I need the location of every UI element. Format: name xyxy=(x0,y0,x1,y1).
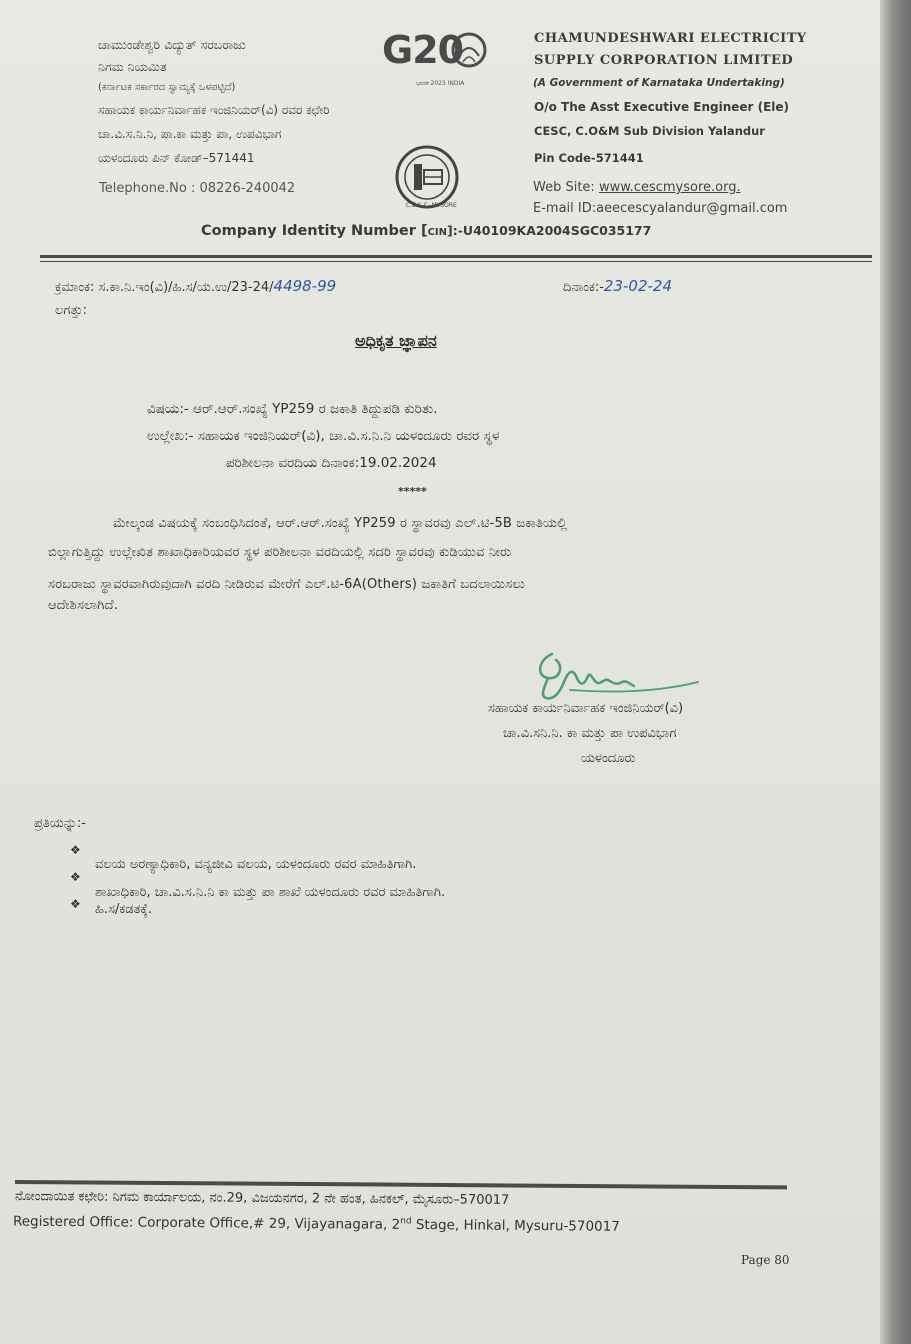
header-kn-line: ಸಹಾಯಕ ಕಾರ್ಯನಿರ್ವಾಹಕ ಇಂಜಿನಿಯರ್(ವಿ) ರವರ ಕಛೇರಿ xyxy=(98,103,330,117)
header-kn-line: ಯಳಂದೂರು ಪಿನ್ ಕೋಡ್–571441 xyxy=(98,151,255,165)
footer-office-en-sup: nd xyxy=(400,1216,412,1227)
memo-title: ಅಧಿಕೃತ ಜ್ಞಾಪನ xyxy=(355,331,437,350)
copy-to-label: ಪ್ರತಿಯನ್ನು:- xyxy=(34,816,86,831)
website-row xyxy=(533,180,741,195)
header-kn-line: (ಕರ್ನಾಟಕ ಸರ್ಕಾರದ ಸ್ವಾಮ್ಯಕ್ಕೆ ಒಳಪಟ್ಟಿದೆ) xyxy=(98,82,236,93)
background-surface xyxy=(880,0,911,1344)
letter-date xyxy=(563,277,672,295)
website-link[interactable]: www.cescmysore.org. xyxy=(598,180,741,195)
cesc-seal-text: C.E.S.C. MYSORE xyxy=(406,202,457,209)
subject-label: ವಿಷಯ:- xyxy=(147,401,189,417)
cin-value: ]:-U40109KA2004SGC035177 xyxy=(447,223,652,238)
enclosure-label: ಲಗತ್ತು: xyxy=(55,303,87,318)
reference-number xyxy=(55,277,336,295)
letter-date-handwritten: 23-02-24 xyxy=(603,277,672,295)
header-kn-line: ನಿಗಮ ನಿಯಮಿತ xyxy=(98,59,167,74)
company-govt-note: (A Government of Karnataka Undertaking) xyxy=(533,77,785,89)
body-line: ಮೇಲ್ಕಂಡ ವಿಷಯಕ್ಕೆ ಸಂಬಂಧಿಸಿದಂತೆ, ಆರ್.ಆರ್.ಸಂಖ್ಯೆ YP259 ರ ಸ್ಥಾವರವು ಎಲ್.ಟಿ-5B ಜಕಾತಿಯಲ್ಲಿ xyxy=(113,516,568,531)
company-name-line2: SUPPLY CORPORATION LIMITED xyxy=(534,53,794,68)
cesc-seal xyxy=(390,144,464,210)
header-telephone: Telephone.No : 08226-240042 xyxy=(99,181,296,196)
company-identity-number xyxy=(201,223,651,239)
email-address[interactable]: E-mail ID:aeecescyalandur@gmail.com xyxy=(533,201,788,216)
body-line: ಸರಬರಾಜು ಸ್ಥಾವರವಾಗಿರುವುದಾಗಿ ವರದಿ ನೀಡಿರುವ ಮೇರೆಗೆ ಎಲ್.ಟಿ-6A(Others) ಜಕಾತಿಗೆ ಬದಲಾಯಿಸಲು xyxy=(48,577,526,592)
reference-line xyxy=(147,428,499,444)
reference-text-line1: ಸಹಾಯಕ ಇಂಜಿನಿಯರ್(ವಿ), ಚಾ.ವಿ.ಸ.ನಿ.ನಿ ಯಳಂದೂರು ರವರ ಸ್ಥಳ xyxy=(197,428,500,444)
footer-office-en-part1: Registered Office: Corporate Office,# 29, Vijayanagara, 2 xyxy=(12,1213,401,1233)
footer-office-en-part2: Stage, Hinkal, Mysuru-570017 xyxy=(411,1216,620,1235)
subject-text: ಆರ್.ಆರ್.ಸಂಖ್ಯೆ YP259 ರ ಜಕಾತಿ ತಿದ್ದುಪಡಿ ಕುರಿತು. xyxy=(193,401,438,417)
g20-logo xyxy=(380,28,490,92)
g20-logo-text: G20 xyxy=(382,28,464,72)
separator-stars: ***** xyxy=(398,485,427,498)
signatory-office: ಚಾ.ವಿ.ಸನಿ.ನಿ. ಕಾ ಮತ್ತು ಪಾ ಉಪವಿಭಾಗ xyxy=(503,726,677,741)
reference-text-line2: ಪರಿಶೀಲನಾ ವರದಿಯ ದಿನಾಂಕ:19.02.2024 xyxy=(226,455,437,471)
list-bullet-icon: ❖ xyxy=(70,870,81,884)
reference-label: ಉಲ್ಲೇಖ:- xyxy=(147,428,194,444)
reference-number-prefix: ಕ್ರಮಾಂಕ: ಸ.ಕಾ.ನಿ.ಇಂ(ವಿ)/ಹಿ.ಸ/ಯ.ಉ/23-24/ xyxy=(55,280,274,295)
list-bullet-icon: ❖ xyxy=(70,897,81,911)
pin-code: Pin Code-571441 xyxy=(534,151,644,165)
body-line: ಬಿಲ್ಲಾಗುತ್ತಿದ್ದು ಉಲ್ಲೇಖಿತ ಶಾಖಾಧಿಕಾರಿಯವರ ಸ್ಥಳ ಪರಿಶೀಲನಾ ವರದಿಯಲ್ಲಿ ಸದರಿ ಸ್ಥಾವರವು ಕುಡಿಯುವ ನೀರು xyxy=(48,545,512,560)
company-name-line1: CHAMUNDESHWARI ELECTRICITY xyxy=(534,31,807,46)
signatory-place: ಯಳಂದೂರು xyxy=(581,751,636,766)
copy-to-item: ಶಾಖಾಧಿಕಾರಿ, ಚಾ.ವಿ.ಸ.ನಿ.ನಿ ಕಾ ಮತ್ತು ಪಾ ಶಾಖೆ ಯಳಂದೂರು ರವರ ಮಾಹಿತಿಗಾಗಿ. xyxy=(95,885,446,900)
letter-date-prefix: ದಿನಾಂಕ:- xyxy=(563,280,604,295)
page-number: Page 80 xyxy=(741,1253,790,1267)
cin-prefix: Company Identity Number [ xyxy=(201,223,428,239)
cesc-seal-icon xyxy=(390,144,464,210)
reference-number-handwritten: 4498-99 xyxy=(273,277,337,295)
signatory-designation: ಸಹಾಯಕ ಕಾರ್ಯನಿರ್ವಾಹಕ ಇಂಜಿನಿಯರ್(ವಿ) xyxy=(488,701,684,716)
cin-tag: CIN xyxy=(427,227,448,238)
g20-logo-subtext: ಭಾರತ 2023 INDIA xyxy=(416,80,465,87)
website-label: Web Site: xyxy=(533,180,595,195)
header-kn-line: ಚಾಮುಂಡೇಶ್ವರಿ ವಿದ್ಯುತ್ ಸರಬರಾಜು xyxy=(98,37,246,52)
subdivision-name: CESC, C.O&M Sub Division Yalandur xyxy=(534,124,765,138)
subject-line xyxy=(147,401,438,417)
list-bullet-icon: ❖ xyxy=(70,843,81,857)
header-kn-line: ಚಾ.ವಿ.ಸ.ನಿ.ನಿ, ಪಾ.ಕಾ ಮತ್ತು ಪಾ, ಉಪವಿಭಾಗ xyxy=(98,127,282,141)
office-name: O/o The Asst Executive Engineer (Ele) xyxy=(534,100,790,114)
header-divider-thick xyxy=(40,255,872,258)
copy-to-item: ವಲಯ ಅರಣ್ಯಾಧಿಕಾರಿ, ವನ್ಯಜೀವಿ ವಲಯ, ಯಳಂದೂರು ರವರ ಮಾಹಿತಿಗಾಗಿ. xyxy=(95,857,417,872)
body-line: ಆದೇಶಿಸಲಾಗಿದೆ. xyxy=(48,598,119,613)
footer-registered-office-kn: ನೋಂದಾಯಿತ ಕಛೇರಿ: ನಿಗಮ ಕಾರ್ಯಾಲಯ, ನಂ.29, ವಿಜಯನಗರ, 2 ನೇ ಹಂತ, ಹಿನಕಲ್, ಮೈಸೂರು–570017 xyxy=(14,1189,510,1208)
copy-to-item: ಹಿ.ಸ/ಕಡತಕ್ಕೆ. xyxy=(95,902,153,917)
header-divider-thin xyxy=(40,261,872,262)
